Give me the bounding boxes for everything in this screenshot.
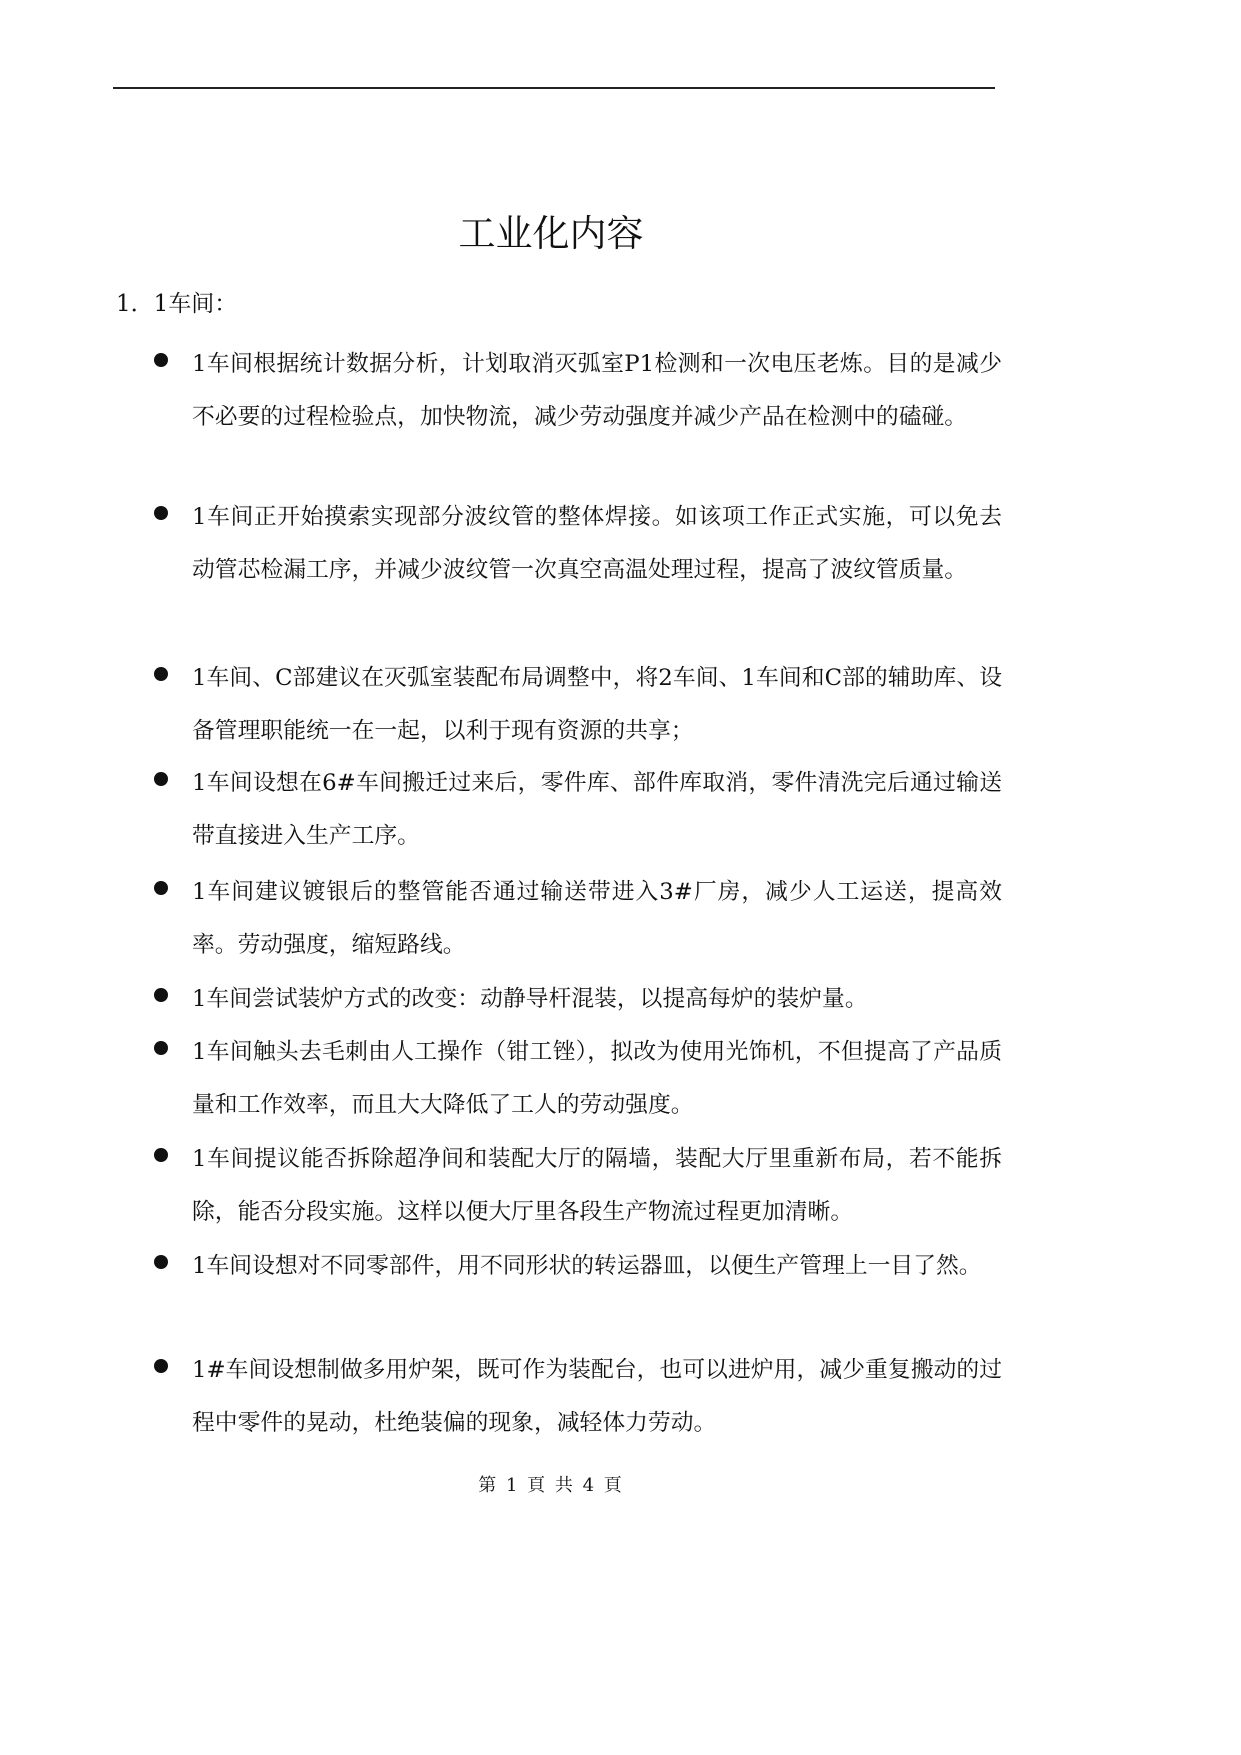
list-item-text: 1车间触头去毛刺由人工操作（钳工锉），拟改为使用光饰机，不但提高了产品质量和工作效率，而且大大降低了工人的劳动强度。 [192, 1039, 1002, 1118]
bullet-icon [154, 1148, 168, 1162]
bullet-icon [154, 881, 168, 895]
bullet-icon [154, 667, 168, 681]
list-item-text: 1车间建议镀银后的整管能否通过输送带进入3#厂房，减少人工运送，提高效率。劳动强度，缩短路线。 [192, 879, 1002, 958]
list-item-text: 1车间尝试装炉方式的改变：动静导杆混装，以提高每炉的装炉量。 [192, 986, 868, 1012]
section-heading: 1．1车间： [116, 291, 238, 317]
header-rule [113, 87, 995, 89]
page-number: 第 1 頁 共 4 頁 [478, 1475, 624, 1496]
bullet-icon [154, 1041, 168, 1055]
list-item-text: 1#车间设想制做多用炉架，既可作为装配台，也可以进炉用，减少重复搬动的过程中零件的晃动，杜绝装偏的现象，减轻体力劳动。 [192, 1357, 1002, 1436]
bullet-icon [154, 506, 168, 520]
list-item-text: 1车间设想对不同零部件，用不同形状的转运器皿，以便生产管理上一目了然。 [192, 1253, 982, 1279]
list-item-text: 1车间、C部建议在灭弧室装配布局调整中，将2车间、1车间和C部的辅助库、设备管理职能统一在一起，以利于现有资源的共享； [192, 665, 1002, 744]
bullet-icon [154, 1359, 168, 1373]
bullet-icon [154, 772, 168, 786]
bullet-icon [154, 988, 168, 1002]
bullet-icon [154, 353, 168, 367]
list-item-text: 1车间设想在6#车间搬迁过来后，零件库、部件库取消，零件清洗完后通过输送带直接进入生产工序。 [192, 770, 1002, 849]
document-title: 工业化内容 [458, 212, 644, 255]
bullet-icon [154, 1255, 168, 1269]
list-item-text: 1车间提议能否拆除超净间和装配大厅的隔墙，装配大厅里重新布局，若不能拆除，能否分段实施。这样以便大厅里各段生产物流过程更加清晰。 [192, 1146, 1002, 1225]
list-item-text: 1车间正开始摸索实现部分波纹管的整体焊接。如该项工作正式实施，可以免去动管芯检漏工序，并减少波纹管一次真空高温处理过程，提高了波纹管质量。 [192, 504, 1002, 583]
list-item-text: 1车间根据统计数据分析，计划取消灭弧室P1检测和一次电压老炼。目的是减少不必要的过程检验点，加快物流，减少劳动强度并减少产品在检测中的磕碰。 [192, 351, 1002, 430]
